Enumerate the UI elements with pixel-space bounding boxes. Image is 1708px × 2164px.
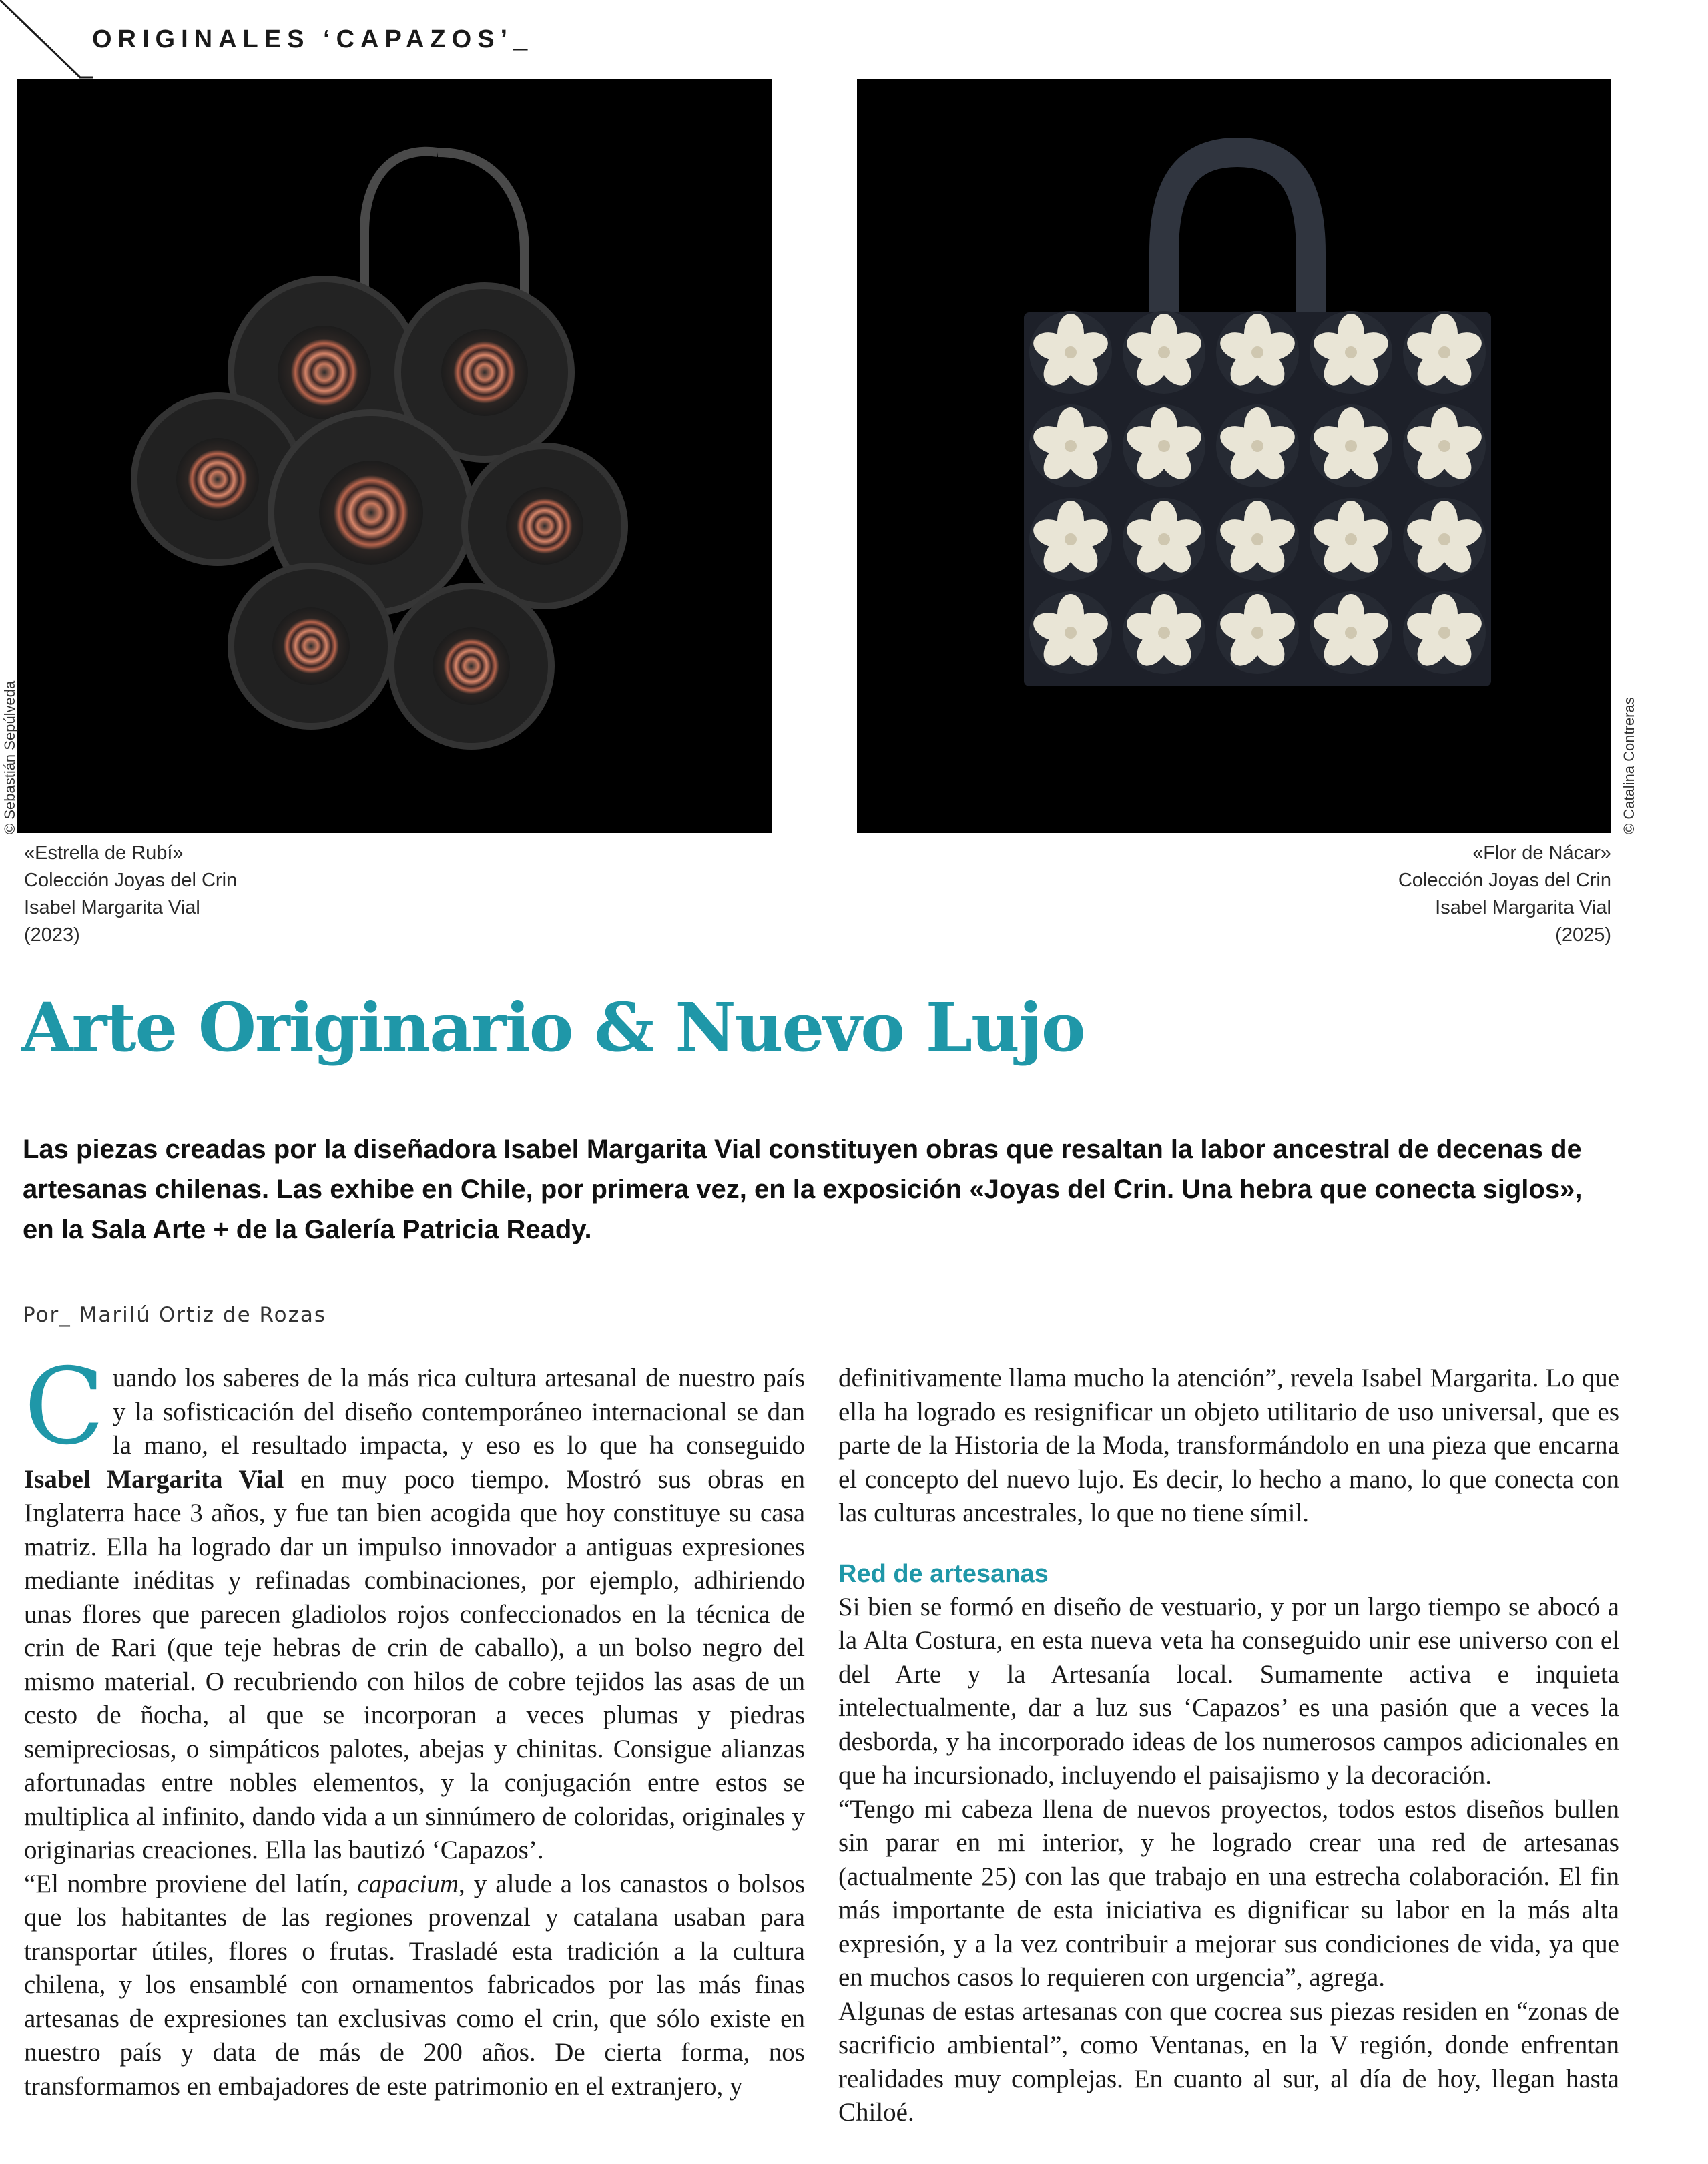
photo-credit-right: © Catalina Contreras (1621, 697, 1637, 834)
paragraph-2-text-b: , y alude a los canastos o bolsos que los habitantes de las regiones provenzal y catalana usaban para transportar útiles, flores o frutas. Trasladé esta tradición a la cultura chilena, y los ensamblé con ornamentos fabricados por las más finas artesanas de expresiones tan exclusivas como el crin, que sólo existe en nuestro país y data de más de 200 años. De cierta forma, nos transformamos en embajadores de este patrimonio en el extranjero, y (24, 1869, 805, 2101)
article-byline: Por_ Marilú Ortiz de Rozas (23, 1303, 327, 1327)
article-paragraph-2-continued: definitivamente llama mucho la atención”, revela Isabel Margarita. Lo que ella ha logrado es resignificar un objeto utilitario de uso universal, que es parte de la Historia de la Moda, transformándolo en una pieza que encarna el concepto del nuevo lujo. Es decir, lo hecho a mano, lo que conecta con las culturas ancestrales, lo que no tiene símil. (838, 1364, 1619, 1527)
article-paragraph-5: Algunas de estas artesanas con que cocrea sus piezas residen en “zonas de sacrificio ambiental”, como Ventanas, en la V región, donde enfrentan realidades muy complejas. En cuanto al sur, al día de hoy, llegan hasta Chiloé. (838, 1996, 1619, 2127)
article-column-right (838, 1362, 1619, 2130)
article-lead: Las piezas creadas por la diseñadora Isabel Margarita Vial constituyen obras que resaltan la labor ancestral de decenas de artesanas chilenas. Las exhibe en Chile, por primera vez, en la exposición «Joyas del Crin. Una hebra que conecta siglos», en la Sala Arte + de la Galería Patricia Ready. (23, 1135, 1583, 1244)
article-paragraph-4: “Tengo mi cabeza llena de nuevos proyectos, todos estos diseños bullen sin parar en mi interior, y he logrado crear una red de artesanas (actualmente 25) con las que trabajo en una estrecha colaboración. El fin más importante de esta iniciativa es dignificar su labor en la más alta expresión, y a la vez contribuir a mejorar sus condiciones de vida, ya que en muchos casos lo requieren con urgencia”, agrega. (838, 1794, 1619, 1992)
designer-name: Isabel Margarita Vial (24, 1464, 284, 1494)
caption-right (1211, 840, 1611, 949)
caption-left-designer: Isabel Margarita Vial (24, 897, 200, 918)
article-column-left (24, 1346, 805, 2103)
caption-left-year: (2023) (24, 924, 80, 946)
caption-left-title: «Estrella de Rubí» (24, 842, 184, 864)
caption-right-title: «Flor de Nácar» (1472, 842, 1611, 864)
caption-right-designer: Isabel Margarita Vial (1435, 897, 1611, 918)
article-headline: Arte Originario & Nuevo Lujo (21, 988, 1085, 1067)
bag-illustration-flowers (857, 79, 1611, 833)
paragraph-1-text-b: en muy poco tiempo. Mostró sus obras en Inglaterra hace 3 años, y fue tan bien acogida que hoy constituye su casa matriz. Ella ha logrado dar un impulso innovador a antiguas expresiones mediante inéditas y refinadas combinaciones, por ejemplo, adhiriendo unas flores que parecen gladiolos rojos confeccionados en la técnica de crin de Rari (que teje hebras de crin de caballo), a un bolso negro del mismo material. O recubriendo con hilos de cobre tejidos las asas de un cesto de ñocha, al que se incorporan a veces plumas y piedras semipreciosas, o simpáticos palotes, abejas y chinitas. Consigue alianzas afortunadas entre nobles elementos, y la conjugación entre estos se multiplica al infinito, dando vida a un sinnúmero de coloridas, originales y originarias creaciones. Ella las bautizó ‘Capazos’. (24, 1464, 805, 1864)
article-paragraph-3: Si bien se formó en diseño de vestuario, y por un largo tiempo se abocó a la Alta Costura, en esta nueva veta ha conseguido unir ese universo con el del Arte y la Artesanía local. Sumamente activa e inquieta intelectualmente, dar a luz sus ‘Capazos’ es una pasión que a veces la desborda, y ha incorporado ideas de los numerosos campos adicionales en que ha incursionado, incluyendo el paisajismo y la decoración. (838, 1592, 1619, 1790)
section-tag: ORIGINALES ‘CAPAZOS’_ (92, 25, 534, 53)
corner-diagonal-line (0, 0, 93, 80)
drop-cap: C (24, 1346, 105, 1468)
caption-right-year: (2025) (1555, 924, 1611, 946)
subhead-red-de-artesanas: Red de artesanas (838, 1559, 1049, 1588)
caption-right-collection: Colección Joyas del Crin (1398, 870, 1611, 891)
paragraph-2-text-a: “El nombre proviene del latín, (24, 1869, 358, 1898)
latin-term: capacium (357, 1869, 459, 1898)
caption-left (24, 840, 424, 949)
photo-estrella-de-rubi (17, 79, 772, 833)
article-paragraph-2 (24, 1868, 805, 2104)
photo-flor-de-nacar (857, 79, 1611, 833)
article-paragraph-1 (24, 1346, 805, 1868)
bag-illustration-round (17, 79, 772, 833)
photo-credit-left: © Sebastián Sepúlveda (1, 680, 18, 834)
paragraph-1-text-a: uando los saberes de la más rica cultura artesanal de nuestro país y la sofisticación del diseño contemporáneo internacional se dan la mano, el resultado impacta, y eso es lo que ha conseguido (112, 1364, 805, 1460)
caption-left-collection: Colección Joyas del Crin (24, 870, 238, 891)
